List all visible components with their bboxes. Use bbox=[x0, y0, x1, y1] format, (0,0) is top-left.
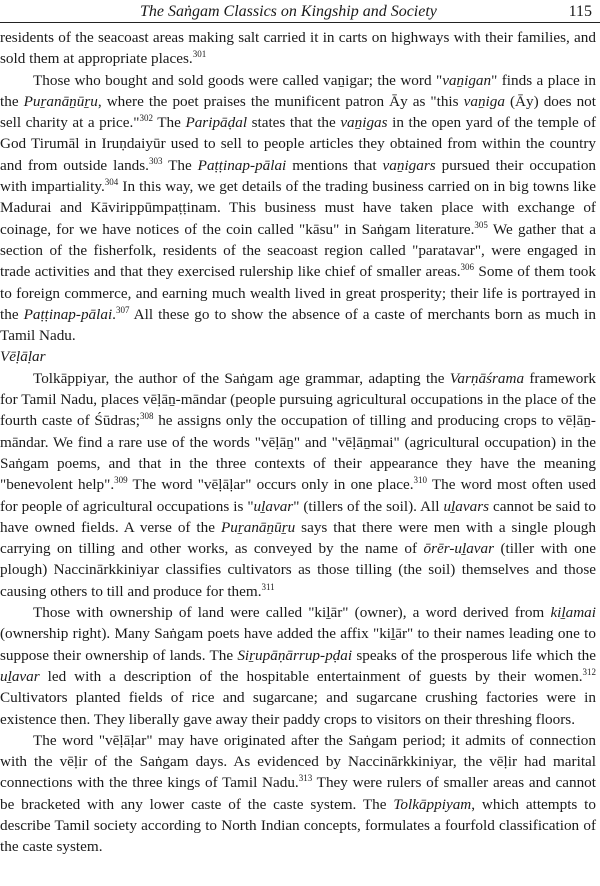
footnote-ref: 310 bbox=[413, 475, 427, 486]
text-run: he assigns only the occupation of tilling and producing crops to vēḷāṉ-māndar. We find a rare use of the words "vēḷāṉ" and "vēḷāṉmai" (agricultural occupation) in the Saṅgam poems, and that in the three contexts of their appearance they have the meaning "benevolent help". bbox=[0, 412, 596, 494]
text-run: framework for Tamil Nadu, places vēḷāṉ-māndar (people pursuing agricultural occupations in the place of the fourth caste of Śūdras; bbox=[0, 369, 596, 430]
italic-term: Paṭṭinap-pālai bbox=[197, 156, 287, 174]
text-run: They were rulers of smaller areas and cannot be bracketed with any lower caste of the caste system. The bbox=[0, 774, 596, 813]
text-run: says that there were men with a single plough carrying on tilling and other works, as conveyed by the name of bbox=[0, 518, 596, 558]
italic-term: kiḻamai bbox=[550, 604, 596, 622]
footnote-ref: 302 bbox=[139, 113, 153, 124]
text-run: Cultivators planted fields of rice and sugarcane; and sugarcane crushing factories were in existence then. They liberally gave away their paddy crops to visitors on their threshing floors. bbox=[0, 689, 596, 728]
paragraph bbox=[0, 730, 596, 858]
page-header bbox=[0, 0, 600, 23]
italic-term: vaṉigars bbox=[382, 156, 436, 174]
footnote-ref: 313 bbox=[298, 773, 313, 784]
italic-term: uḻavar bbox=[0, 667, 40, 685]
paragraph bbox=[0, 368, 596, 602]
footnote-ref: 306 bbox=[460, 262, 475, 273]
italic-term: vaṉigan bbox=[442, 71, 492, 89]
footnote-ref: 309 bbox=[114, 475, 128, 486]
paragraph bbox=[0, 70, 596, 347]
text-run: Tolkāppiyar, the author of the Saṅgam age grammar, adapting the bbox=[33, 369, 450, 387]
text-run: The word "vēḷāḷar" occurs only in one place. bbox=[127, 476, 414, 494]
text-run: , where the poet praises the munificent patron Āy as "this bbox=[97, 92, 464, 110]
footnote-ref: 307 bbox=[115, 304, 130, 315]
text-run: in the open yard of the temple of God Tirumāl in Iruṇdaiyūr used to sell to people articles they obtained from within the country and from outside lands. bbox=[0, 114, 596, 174]
italic-term: vaṉiga bbox=[463, 92, 505, 110]
text-run: . bbox=[112, 305, 116, 323]
text-run: (tiller with one plough) Naccinārkkiniyar classifies cultivators as those tilling (the soil) themselves and those causing others to till and produce for them. bbox=[0, 540, 596, 600]
text-run: " finds a place in the bbox=[0, 71, 596, 110]
text-run: The word most often used for people of agricultural occupations is " bbox=[0, 476, 596, 515]
text-run: mentions that bbox=[286, 156, 383, 174]
paragraph bbox=[0, 27, 596, 70]
text-run: led with a description of the hospitable entertainment of guests by their women. bbox=[39, 667, 583, 685]
footnote-ref: 301 bbox=[192, 49, 207, 60]
footnote-ref: 308 bbox=[139, 411, 154, 422]
text-run: speaks of the prosperous life which the bbox=[352, 646, 596, 664]
paragraph bbox=[0, 602, 596, 730]
text-run: The word "vēḷāḷar" may have originated after the Saṅgam period; it admits of connection with the vēḷir of the Saṅgam days. As evidenced by Naccinārkkiniyar, the vēḷir had marital connections with the three kings of Tamil Nadu. bbox=[0, 731, 596, 792]
italic-term: Paṭṭinap-pālai bbox=[23, 305, 113, 323]
page-body bbox=[0, 27, 596, 858]
italic-term: Puṟanāṉūṟu bbox=[23, 92, 98, 110]
text-run: All these go to show the absence of a caste of merchants born as much in Tamil Nadu. bbox=[0, 305, 596, 345]
text-run: We gather that a section of the fisherfolk, residents of the seacoast region called "paratavar", were engaged in trade activities and that they exercised rulership like chief of smaller areas. bbox=[0, 220, 596, 281]
text-run: cannot be said to have owned fields. A verse of the bbox=[0, 497, 596, 536]
text-run: Some of them took to foreign commerce, and earning much wealth lived in great prosperity; their life is portrayed in the bbox=[0, 263, 596, 323]
text-run: , which attempts to describe Tamil society according to North Indian concepts, formulates a fourfold classification of the caste system. bbox=[0, 795, 596, 856]
text-run: (ownership right). Many Saṅgam poets have added the affix "kiḻār" to their names leading one to suppose their ownership of lands. The bbox=[0, 625, 596, 664]
section-heading bbox=[0, 346, 596, 367]
italic-term: ōrēr-uḻavar bbox=[423, 540, 495, 558]
italic-term: Varṇāśrama bbox=[449, 369, 525, 387]
footnote-ref: 311 bbox=[261, 581, 275, 592]
text-run: residents of the seacoast areas making salt carried it in carts on highways with their families, and sold them at appropriate places. bbox=[0, 29, 596, 68]
text-run: The bbox=[153, 114, 186, 132]
footnote-ref: 305 bbox=[474, 219, 488, 230]
italic-term: Paripāḍal bbox=[185, 114, 248, 132]
running-title: The Saṅgam Classics on Kingship and Society bbox=[140, 3, 437, 20]
text-run: In this way, we get details of the trading business carried on in big towns like Madurai and Kāvirippūmpaṭṭinam. This business must have taken place with exchange of coinage, for we have notices of the coin called "kāsu" in Saṅgam literature. bbox=[0, 178, 596, 238]
italic-term: uḻavars bbox=[443, 497, 490, 515]
text-run: pursued their occupation with impartiality. bbox=[0, 156, 597, 196]
text-run: The bbox=[162, 156, 198, 174]
footnote-ref: 312 bbox=[582, 666, 596, 677]
text-run: Those who bought and sold goods were called vaṉigar; the word " bbox=[33, 71, 443, 89]
text-run: (Āy) does not sell charity at a price." bbox=[0, 92, 596, 132]
italic-term: Tolkāppiyam bbox=[393, 795, 472, 813]
italic-term: vaṉigas bbox=[340, 114, 388, 132]
text-run: " (tillers of the soil). All bbox=[293, 497, 444, 515]
text-run: states that the bbox=[247, 114, 341, 132]
text-run: Those with ownership of land were called "kiḻār" (owner), a word derived from bbox=[33, 604, 551, 622]
italic-term: Puṟanāṉūṟu bbox=[220, 518, 296, 536]
page-number: 115 bbox=[568, 3, 592, 20]
footnote-ref: 304 bbox=[104, 177, 119, 188]
italic-term: Siṟupāṇārrup-pḍai bbox=[237, 646, 353, 664]
footnote-ref: 303 bbox=[148, 155, 163, 166]
italic-term: uḻavar bbox=[253, 497, 294, 515]
italic-term: Vēḷāḷar bbox=[0, 348, 46, 366]
